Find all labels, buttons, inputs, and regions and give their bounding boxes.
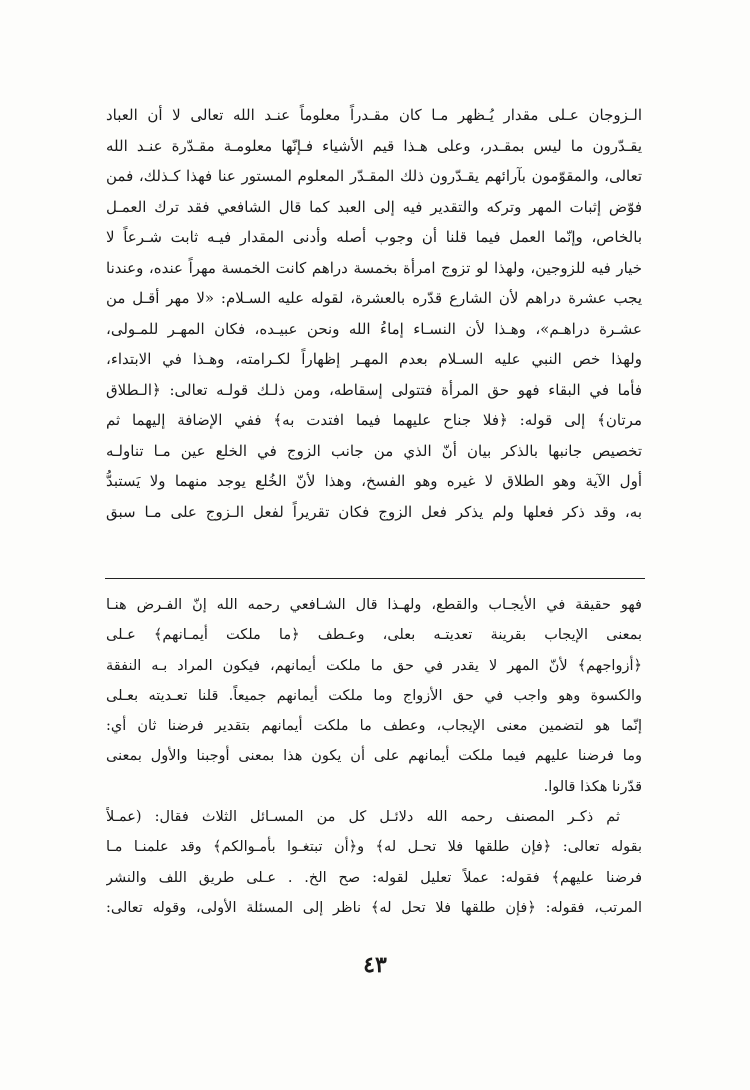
commentary-line: بمعنى الإيجاب بقرينة تعديتـه بعلى، وعـطف ﴿ما ملكت أيمـانهم﴾ عـلى — [106, 627, 642, 644]
page-number: ٤٣ — [363, 952, 387, 978]
main-line: ولهذا خص النبي عليه السـلام بعدم المهـر إظهاراً لكـرامته، وهـذا في الابتداء، — [106, 350, 642, 368]
main-line: يقـدّرون ما ليس بمقـدر، وعلى هـذا قيم الأشياء فـإنّها معلومـة مقـدّرة عنـد الله — [106, 136, 642, 155]
main-line: خيار فيه للزوجين، ولهذا لو تزوج امرأة بخمسة دراهم كانت الخمسة مهراً عنده، وعندنا — [106, 258, 642, 277]
main-line: تعالى، والمقوّمون بآرائهم يقـدّرون ذلك المقـدّر المعلوم المستور عنا فهذا كـذلك، فمن — [106, 167, 642, 185]
commentary-line: قدّرنا هكذا قالوا. — [543, 778, 642, 795]
main-line: عشـرة دراهـم»، وهـذا لأن النسـاء إماءُ الله ونحن عبيـده، فكان المهـر للمـولى، — [106, 319, 642, 338]
main-line: فوّض إثبات المهر وتركه والتقدير فيه إلى العبد كما قال الشافعي فقد ترك العمـل — [106, 197, 642, 216]
commentary-line: والكسوة وهو واجب في حق الأزواج وما ملكت أيمانهم جميعاً. قلنا تعـديته بعـلى — [106, 687, 642, 704]
main-line: تخصيص جانبها بالذكر بيان أنّ الذي من جانب الزوج في الخلع عين مـا تناولـه — [106, 441, 642, 460]
commentary-block — [106, 590, 642, 923]
commentary-line: ثم ذكـر المصنف رحمه الله دلائـل كل من المسـائل الثلاث فقال: (عمـلاً — [106, 809, 620, 826]
main-line: به، وقد ذكر فعلها ولم يذكر فعل الزوج فكان تقريراً لفعل الـزوج على مـا سبق — [106, 502, 642, 521]
commentary-line: وما فرضنا عليهم فيما ملكت أيمانهم على أن يكون هذا بمعنى أوجبنا والأول بمعنى — [106, 748, 642, 765]
main-line: فأما في البقاء فهو حق المرأة فتتولى إسقاطه، ومن ذلـك قولـه تعالى: ﴿الـطلاق — [106, 380, 642, 399]
main-line: يجب عشرة دراهم لأن الشارع قدّره بالعشرة، لقوله عليه السـلام: «لا مهر أقـل من — [106, 289, 642, 307]
commentary-line: بقوله تعالى: ﴿فإن طلقها فلا تحـل له﴾ و﴿أن تبتغـوا بأمـوالكم﴾ وقد علمنـا مـا — [106, 839, 642, 856]
commentary-line: المرتب، فقوله: ﴿فإن طلقها فلا تحل له﴾ ناظر إلى المسئلة الأولى، وقوله تعالى: — [106, 899, 642, 916]
commentary-line: فرضنا عليهم﴾ فقوله: عملاً تعليل لقوله: صح الخ. . عـلى طريق اللف والنشر — [106, 869, 642, 886]
main-line: بالخاص، وإنّما العمل فيما قلنا أن وجوب أصله وأدنى المقدار فيـه ثابت شـرعاً لا — [106, 228, 642, 246]
main-line: أول الآية وهو الطلاق لا غيره وهو الفسخ، وهذا لأنّ الخُلع يوجد منهما ولا يَستبدُّ — [106, 472, 642, 490]
section-divider — [105, 578, 645, 579]
commentary-line: فهو حقيقة في الأيجـاب والقطع، ولهـذا قال الشـافعي رحمه الله إنّ الفـرض هنـا — [106, 597, 642, 613]
main-line: الـزوجان عـلى مقدار يُـظهر مـا كان مقـدراً معلوماً عنـد الله تعالى لا أن العباد — [106, 106, 642, 124]
main-text-block — [106, 100, 642, 527]
commentary-line: ﴿أزواجهم﴾ لأنّ المهر لا يقدر في حق ما ملكت أيمانهم، فيكون المراد بـه النفقة — [106, 657, 642, 674]
commentary-line: إنّما هو لتضمين معنى الإيجاب، وعطف ما ملكت أيمانهم بتقدير فرضنا ثان أي: — [106, 718, 642, 735]
main-line: مرتان﴾ إلى قوله: ﴿فلا جناح عليهما فيما افتدت به﴾ ففي الإضافة إليهما ثم — [106, 411, 642, 429]
